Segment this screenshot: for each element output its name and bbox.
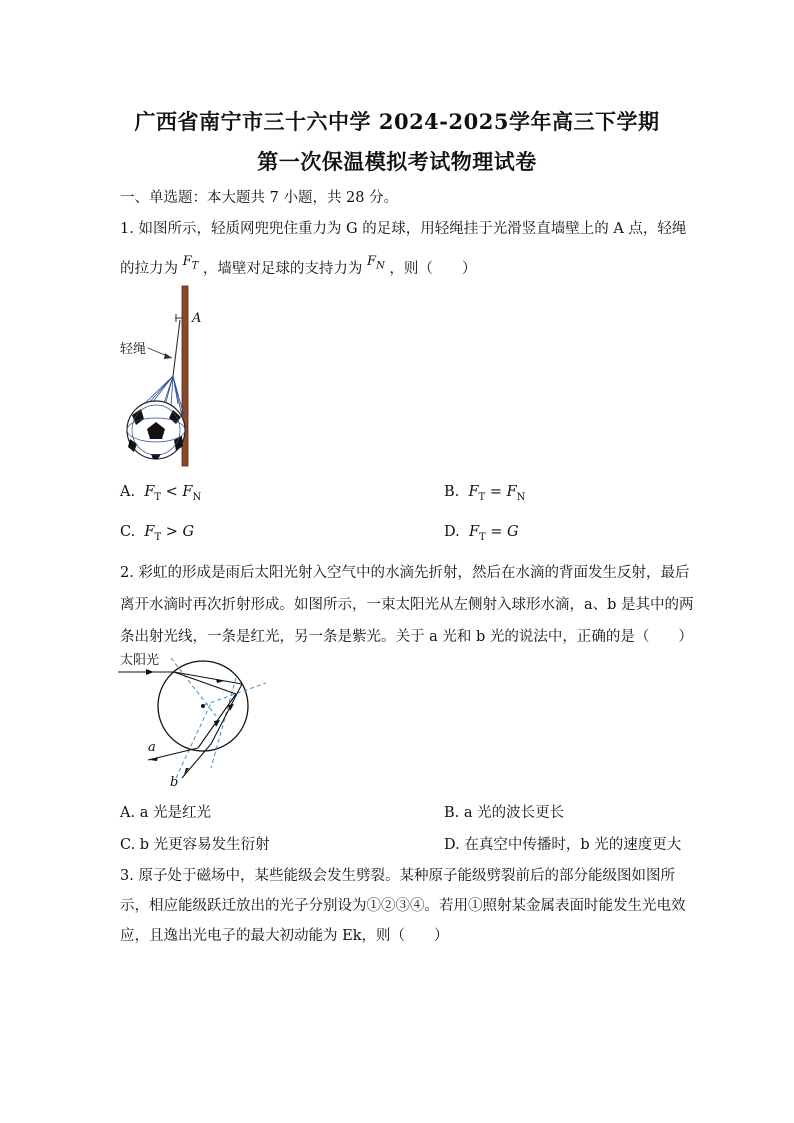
- opt-op: =: [489, 484, 502, 500]
- opt-lhs-sub: T: [478, 491, 486, 503]
- opt-lhs-sub: T: [154, 531, 162, 543]
- q2-option-b[interactable]: B. a 光的波长更长: [444, 805, 565, 821]
- opt-letter: D.: [444, 524, 460, 540]
- q1-option-a[interactable]: [120, 484, 201, 503]
- section-heading: 一、单选题：本大题共 7 小题，共 28 分。: [120, 190, 399, 206]
- ft-sub: T: [191, 260, 199, 272]
- opt-lhs-sub: T: [479, 531, 486, 543]
- opt-lhs-sub: T: [154, 491, 162, 503]
- q1-line-1: 1. 如图所示，轻质网兜兜住重力为 G 的足球，用轻绳挂于光滑竖直墙壁上的 A 点，轻绳: [120, 221, 687, 237]
- opt-rhs-sub: N: [192, 491, 202, 503]
- opt-letter: B.: [444, 484, 460, 500]
- light-rays: [118, 672, 242, 778]
- q2-option-d[interactable]: D. 在真空中传播时，b 光的速度更大: [444, 837, 682, 853]
- q1-figure-football-net: [118, 284, 228, 470]
- q1-line-2: [120, 254, 477, 280]
- title-line-2: 第一次保温模拟考试物理试卷: [257, 149, 537, 174]
- q2-line-3: 条出射光线，一条是红光，另一条是紫光。关于 a 光和 b 光的说法中，正确的是（ ）: [120, 629, 693, 645]
- q2-option-c[interactable]: C. b 光更容易发生衍射: [120, 837, 270, 853]
- opt-letter: C.: [120, 524, 136, 540]
- q3-line-3: 应，且逸出光电子的最大初动能为 Ek，则（ ）: [120, 928, 449, 944]
- q3-line-1: 3. 原子处于磁场中，某些能级会发生劈裂。某种原子能级劈裂前后的部分能级图如图所: [120, 868, 675, 884]
- q1-text-a: 的拉力为: [120, 261, 178, 277]
- opt-op: =: [490, 524, 503, 540]
- opt-lhs: F: [468, 484, 479, 500]
- opt-rhs-sub: N: [516, 491, 526, 503]
- ft-sym: F: [182, 254, 192, 269]
- q1-fn-symbol: [367, 254, 385, 272]
- opt-rhs: G: [182, 524, 195, 540]
- title-line-1: 广西省南宁市三十六中学 2024-2025学年高三下学期: [134, 109, 660, 134]
- label-a: A: [192, 311, 202, 326]
- opt-rhs: G: [507, 524, 519, 540]
- q1-text-b: ，墙壁对足球的支持力为: [202, 261, 363, 277]
- rope: [173, 320, 180, 376]
- q1-option-b[interactable]: [444, 484, 525, 503]
- opt-op: <: [165, 484, 178, 500]
- opt-lhs: F: [468, 524, 479, 540]
- q1-option-d[interactable]: [444, 524, 519, 543]
- opt-letter: A.: [120, 484, 136, 500]
- label-ray-a: a: [148, 740, 156, 755]
- label-rope: 轻绳: [120, 342, 147, 357]
- q1-ft-symbol: [182, 254, 199, 272]
- q1-option-c[interactable]: [120, 524, 194, 543]
- opt-rhs: F: [506, 484, 517, 500]
- q2-line-2: 离开水滴时再次折射形成。如图所示，一束太阳光从左侧射入球形水滴，a、b 是其中的两: [120, 597, 694, 613]
- q3-line-2: 示，相应能级跃迁放出的光子分别设为①②③④。若用①照射某金属表面时能发生光电效: [120, 898, 686, 914]
- opt-lhs: F: [144, 484, 155, 500]
- label-sunlight: 太阳光: [120, 653, 160, 668]
- q2-line-1: 2. 彩虹的形成是雨后太阳光射入空气中的水滴先折射，然后在水滴的背面发生反射，最后: [120, 565, 690, 581]
- opt-op: >: [165, 524, 178, 540]
- q2-option-a[interactable]: A. a 光是红光: [120, 805, 211, 821]
- opt-rhs: F: [182, 484, 193, 500]
- q2-figure-raindrop: [116, 648, 276, 790]
- label-ray-b: b: [170, 775, 179, 790]
- q1-text-c: ，则（ ）: [389, 261, 477, 277]
- fn-sub: N: [376, 260, 385, 272]
- opt-lhs: F: [144, 524, 155, 540]
- fn-sym: F: [367, 254, 377, 269]
